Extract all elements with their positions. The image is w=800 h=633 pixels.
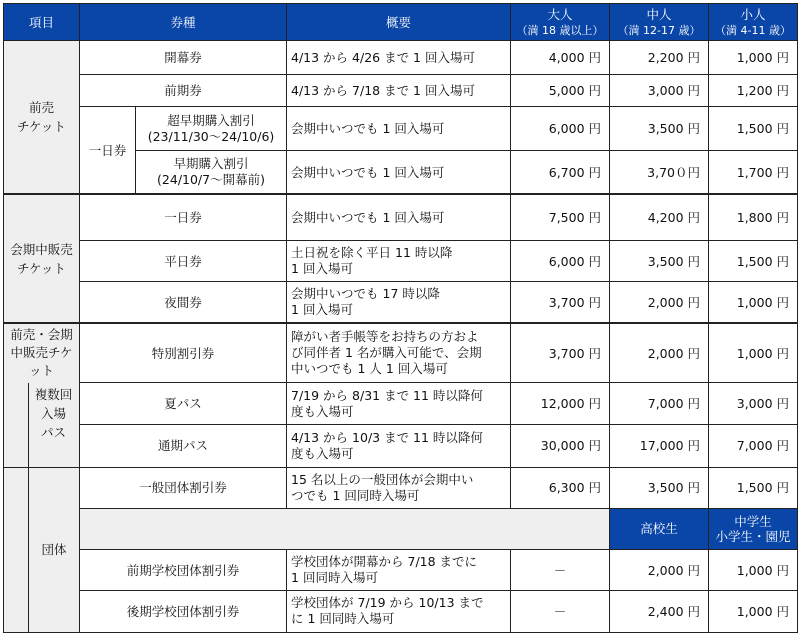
table-row (4, 425, 798, 467)
ticket-type: 夏パス (80, 383, 287, 425)
header-ticket-type: 券種 (80, 4, 287, 41)
price-adult: 30,000 円 (511, 425, 610, 467)
price-middle: 3,500 円 (610, 467, 709, 508)
ticket-desc: 4/13 から 10/3 まで 11 時以降何 度も入場可 (287, 425, 511, 467)
price-middle: 2,200 円 (610, 41, 709, 75)
price-adult: 6,700 円 (511, 151, 610, 195)
header-overview: 概要 (287, 4, 511, 41)
price-adult: 6,000 円 (511, 241, 610, 282)
ticket-desc: 4/13 から 4/26 まで 1 回入場可 (287, 41, 511, 75)
price-middle: 3,000 円 (610, 75, 709, 107)
ticket-type: 前期学校団体割引券 (80, 550, 287, 591)
header-child: 小人 （満 4-11 歳） (709, 4, 798, 41)
table-row (4, 241, 798, 282)
table-row (4, 75, 798, 107)
header-item: 項目 (4, 4, 80, 41)
price-middle: 2,000 円 (610, 282, 709, 324)
price-child: 1,500 円 (709, 107, 798, 151)
ticket-type: 一般団体割引券 (80, 467, 287, 508)
price-adult: － (511, 550, 610, 591)
table-row (4, 282, 798, 324)
ticket-desc: 7/19 から 8/31 まで 11 時以降何 度も入場可 (287, 383, 511, 425)
category-both: 前売・会期 中販売チケ ット (4, 323, 80, 383)
ticket-type: 超早期購入割引 (23/11/30～24/10/6) (136, 107, 287, 151)
category-group-label: 団体 (28, 468, 79, 632)
price-child: 3,000 円 (709, 383, 798, 425)
price-middle: 3,500 円 (610, 241, 709, 282)
ticket-type: 平日券 (80, 241, 287, 282)
ticket-desc: 4/13 から 7/18 まで 1 回入場可 (287, 75, 511, 107)
price-child: 1,000 円 (709, 41, 798, 75)
price-child: 1,500 円 (709, 241, 798, 282)
ticket-desc: 会期中いつでも 1 回入場可 (287, 107, 511, 151)
category-multi (4, 383, 80, 468)
price-middle: 17,000 円 (610, 425, 709, 467)
school-header-high: 高校生 (610, 508, 709, 549)
price-adult: 7,500 円 (511, 194, 610, 241)
ticket-type: 一日券 (80, 194, 287, 241)
price-child: 7,000 円 (709, 425, 798, 467)
ticket-type: 後期学校団体割引券 (80, 591, 287, 632)
header-adult: 大人 （満 18 歳以上） (511, 4, 610, 41)
price-adult: 5,000 円 (511, 75, 610, 107)
table-row (4, 591, 798, 632)
price-junior: 1,000 円 (709, 591, 798, 632)
price-adult: 6,000 円 (511, 107, 610, 151)
ticket-desc: 学校団体が 7/19 から 10/13 まで に 1 回同時入場可 (287, 591, 511, 632)
category-multi-label: 複数回 入場 パス (28, 383, 78, 467)
price-child: 1,500 円 (709, 467, 798, 508)
ticket-desc: 学校団体が開幕から 7/18 までに 1 回同時入場可 (287, 550, 511, 591)
table-row (4, 467, 798, 508)
price-adult: 12,000 円 (511, 383, 610, 425)
price-middle: 2,000 円 (610, 323, 709, 383)
ticket-desc: 会期中いつでも 1 回入場可 (287, 194, 511, 241)
price-middle: 3,70０円 (610, 151, 709, 195)
category-advance: 前売 チケット (4, 41, 80, 195)
price-high: 2,400 円 (610, 591, 709, 632)
ticket-type: 特別割引券 (80, 323, 287, 383)
price-adult: 3,700 円 (511, 323, 610, 383)
price-junior: 1,000 円 (709, 550, 798, 591)
table-row (4, 194, 798, 241)
ticket-desc: 障がい者手帳等をお持ちの方およ び同伴者 1 名が購入可能で、会期 中いつでも 1 人 1 回入場可 (287, 323, 511, 383)
category-during: 会期中販売 チケット (4, 194, 80, 323)
school-header-spacer (80, 508, 610, 549)
table-row (4, 550, 798, 591)
table-row (4, 107, 798, 151)
category-oneday: 一日券 (80, 107, 136, 195)
price-adult: － (511, 591, 610, 632)
price-high: 2,000 円 (610, 550, 709, 591)
school-header-junior: 中学生 小学生・園児 (709, 508, 798, 549)
ticket-price-table (3, 3, 798, 633)
table-row (4, 41, 798, 75)
category-group (4, 467, 80, 632)
price-child: 1,000 円 (709, 323, 798, 383)
table-row (4, 383, 798, 425)
header-row (4, 4, 798, 41)
ticket-desc: 会期中いつでも 1 回入場可 (287, 151, 511, 195)
price-adult: 4,000 円 (511, 41, 610, 75)
ticket-type: 夜間券 (80, 282, 287, 324)
price-child: 1,200 円 (709, 75, 798, 107)
price-adult: 3,700 円 (511, 282, 610, 324)
price-child: 1,000 円 (709, 282, 798, 324)
price-child: 1,800 円 (709, 194, 798, 241)
ticket-type: 開幕券 (80, 41, 287, 75)
ticket-desc: 土日祝を除く平日 11 時以降 1 回入場可 (287, 241, 511, 282)
price-middle: 3,500 円 (610, 107, 709, 151)
table-row (4, 508, 798, 549)
ticket-type: 早期購入割引 (24/10/7～開幕前) (136, 151, 287, 195)
ticket-type: 前期券 (80, 75, 287, 107)
ticket-desc: 会期中いつでも 17 時以降 1 回入場可 (287, 282, 511, 324)
price-adult: 6,300 円 (511, 467, 610, 508)
header-middle: 中人 （満 12-17 歳） (610, 4, 709, 41)
price-child: 1,700 円 (709, 151, 798, 195)
price-middle: 7,000 円 (610, 383, 709, 425)
ticket-desc: 15 名以上の一般団体が会期中い つでも 1 回同時入場可 (287, 467, 511, 508)
table-row (4, 323, 798, 383)
ticket-type: 通期パス (80, 425, 287, 467)
price-middle: 4,200 円 (610, 194, 709, 241)
